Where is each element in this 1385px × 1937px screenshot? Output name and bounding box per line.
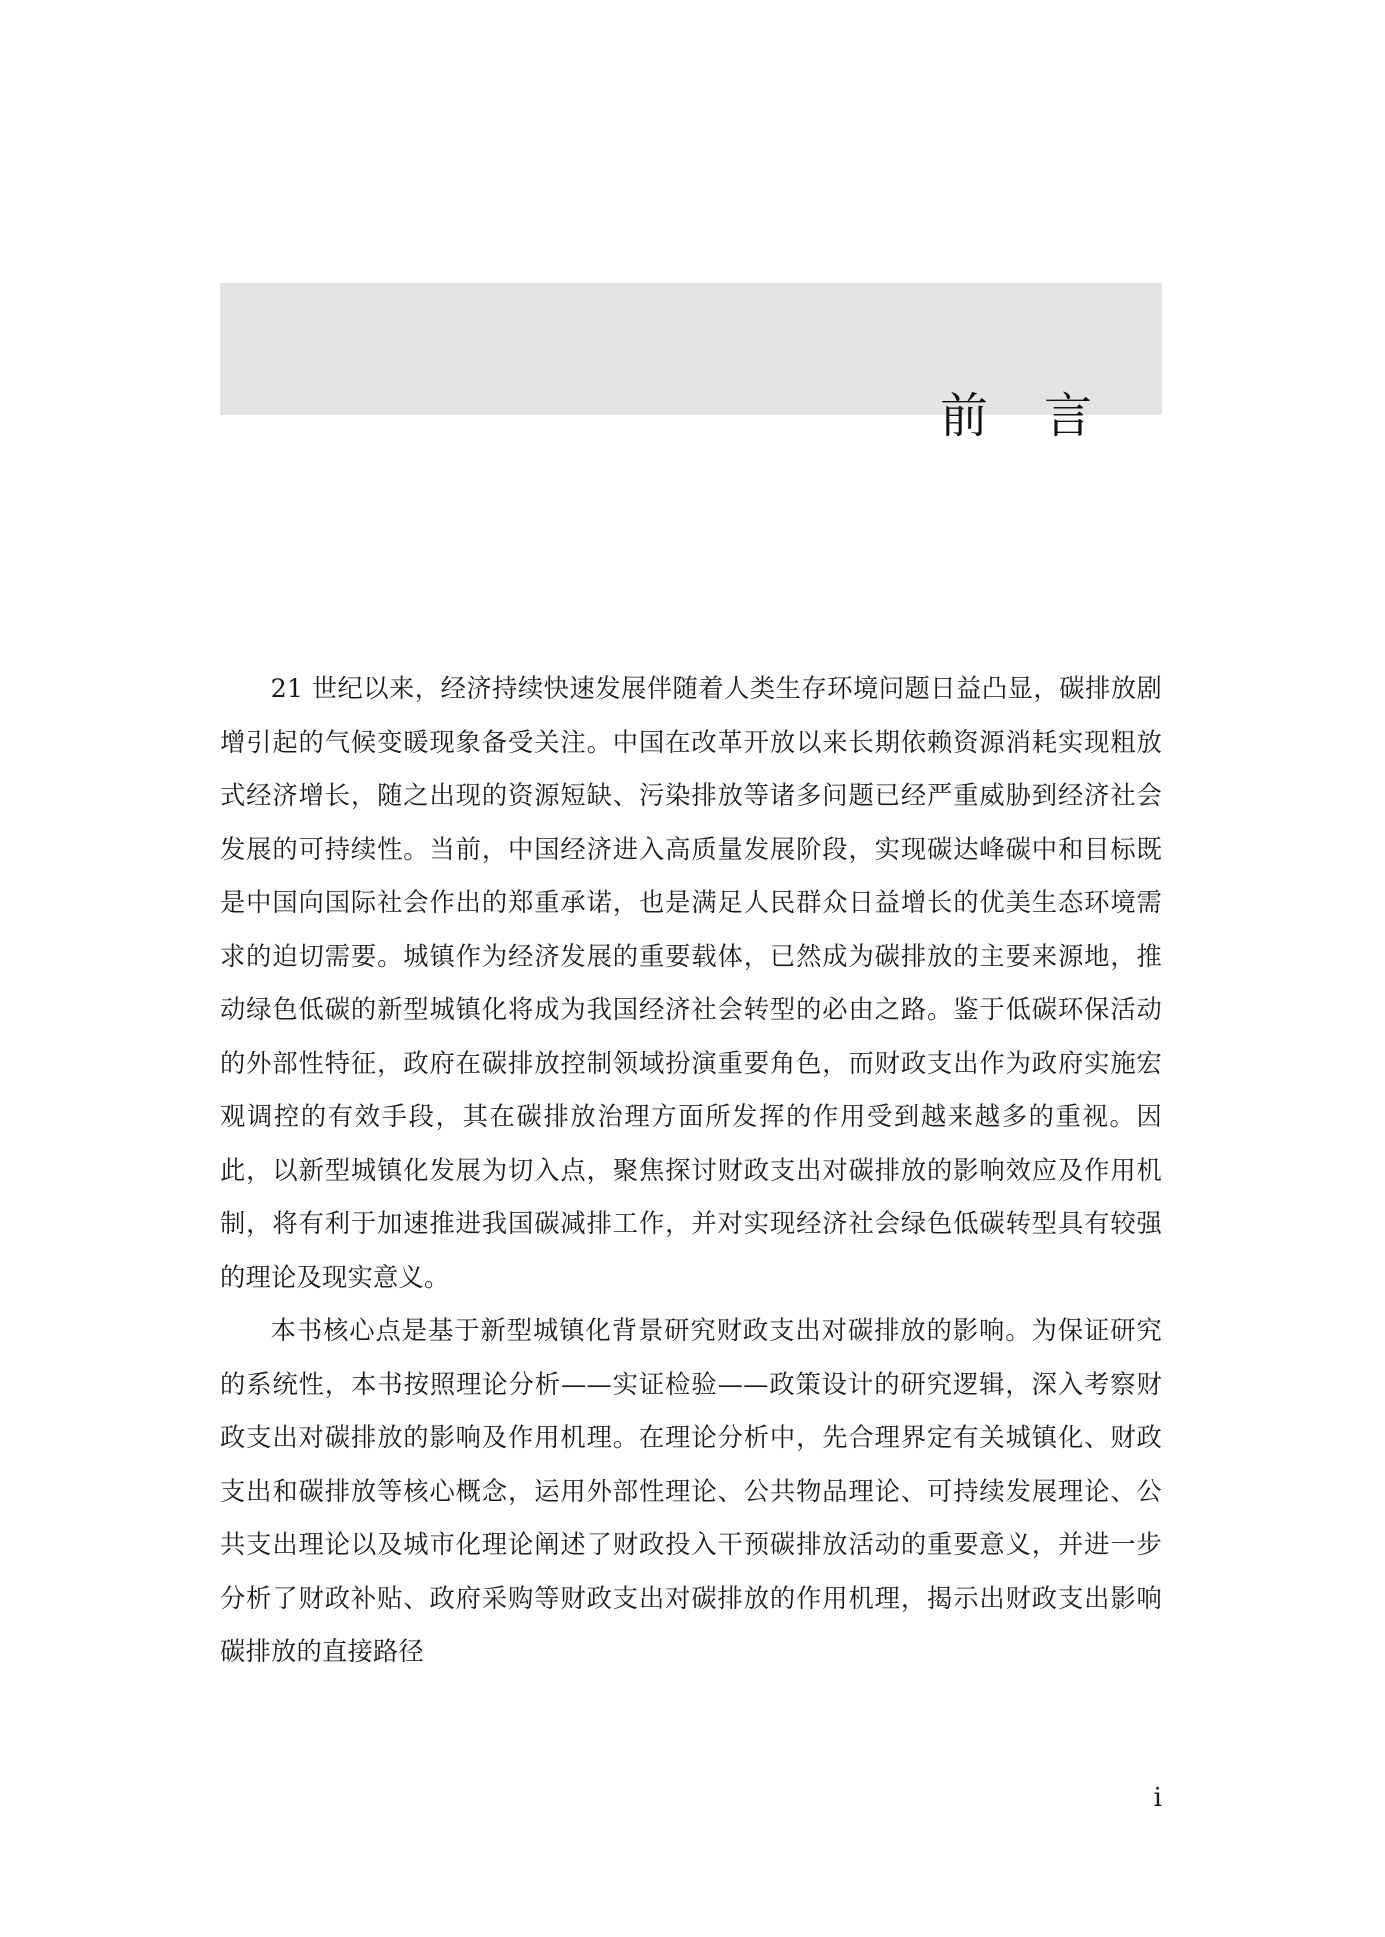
page-number: i — [1153, 1783, 1162, 1813]
paragraph-2: 本书核心点是基于新型城镇化背景研究财政支出对碳排放的影响。为保证研究的系统性，本书按照理论分析——实证检验——政策设计的研究逻辑，深入考察财政支出对碳排放的影响及作用机理。在理论分析中，先合理界定有关城镇化、财政支出和碳排放等核心概念，运用外部性理论、公共物品理论、可持续发展理论、公共支出理论以及城市化理论阐述了财政投入干预碳排放活动的重要意义，并进一步分析了财政补贴、政府采购等财政支出对碳排放的作用机理，揭示出财政支出影响碳排放的直接路径 — [220, 1316, 1162, 1666]
body-text — [220, 662, 1162, 1679]
paragraph-1: 21 世纪以来，经济持续快速发展伴随着人类生存环境问题日益凸显，碳排放剧增引起的气候变暖现象备受关注。中国在改革开放以来长期依赖资源消耗实现粗放式经济增长，随之出现的资源短缺、污染排放等诸多问题已经严重威胁到经济社会发展的可持续性。当前，中国经济进入高质量发展阶段，实现碳达峰碳中和目标既是中国向国际社会作出的郑重承诺，也是满足人民群众日益增长的优美生态环境需求的迫切需要。城镇作为经济发展的重要载体，已然成为碳排放的主要来源地，推动绿色低碳的新型城镇化将成为我国经济社会转型的必由之路。鉴于低碳环保活动的外部性特征，政府在碳排放控制领域扮演重要角色，而财政支出作为政府实施宏观调控的有效手段，其在碳排放治理方面所发挥的作用受到越来越多的重视。因此，以新型城镇化发展为切入点，聚焦探讨财政支出对碳排放的影响效应及作用机制，将有利于加速推进我国碳减排工作，并对实现经济社会绿色低碳转型具有较强的理论及现实意义。 — [220, 674, 1162, 1292]
chapter-title: 前言 — [940, 388, 1149, 444]
